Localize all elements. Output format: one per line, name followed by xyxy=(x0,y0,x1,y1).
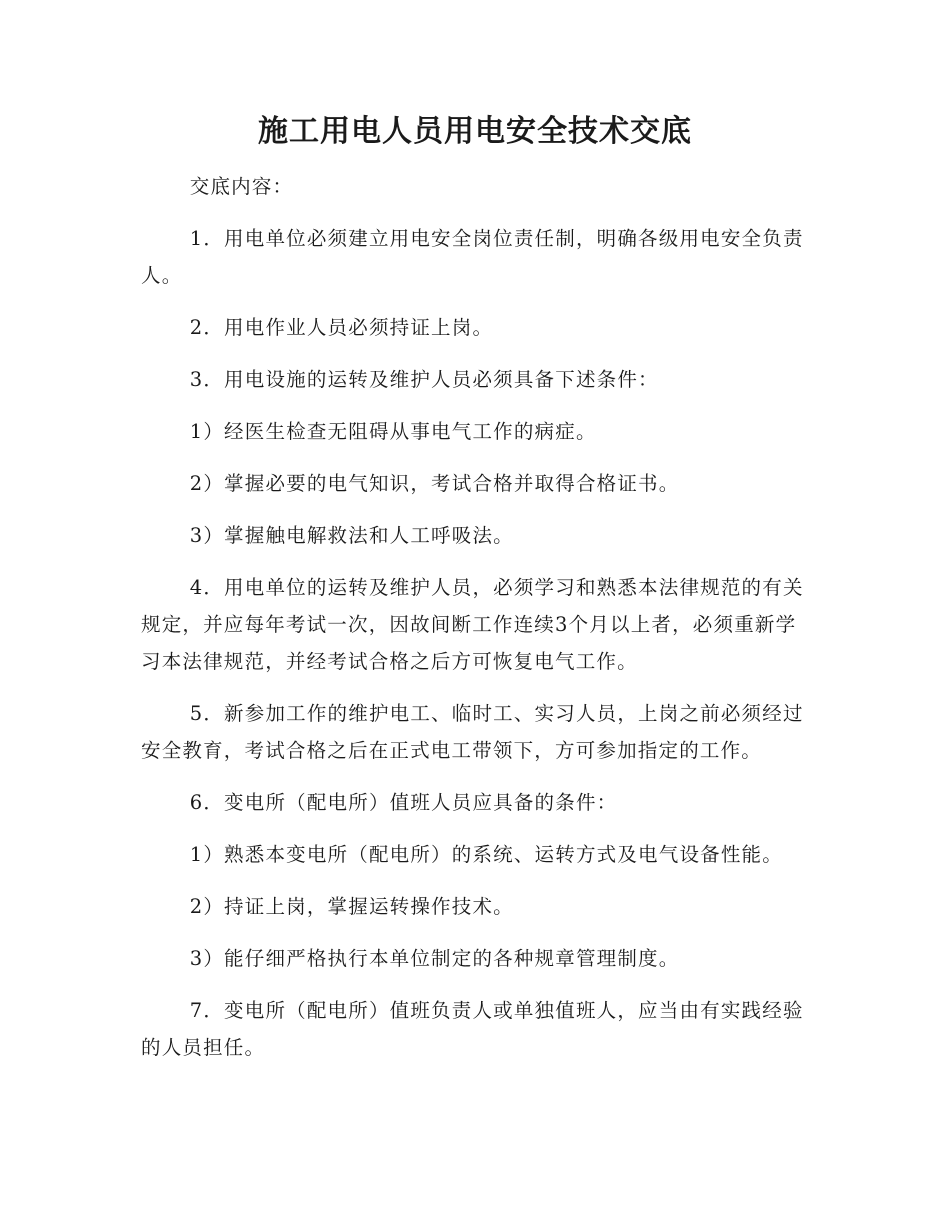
paragraph-item-3: 3．用电设施的运转及维护人员必须具备下述条件： xyxy=(189,368,659,391)
paragraph-item-6-1: 1）熟悉本变电所（配电所）的系统、运转方式及电气设备性能。 xyxy=(189,843,783,866)
paragraph-intro: 交底内容： xyxy=(189,175,294,198)
paragraph-item-6: 6．变电所（配电所）值班人员应具备的条件： xyxy=(189,791,618,814)
paragraph-item-3-1: 1）经医生检查无阻碍从事电气工作的病症。 xyxy=(189,420,597,443)
paragraph-item-6-3: 3）能仔细严格执行本单位制定的各种规章管理制度。 xyxy=(189,947,680,970)
document-body xyxy=(141,168,805,1081)
document-title: 施工用电人员用电安全技术交底 xyxy=(258,114,692,149)
paragraph-item-4: 4．用电单位的运转及维护人员，必须学习和熟悉本法律规范的有关规定，并应每年考试一次，因故间断工作连续3个月以上者，必须重新学习本法律规范，并经考试合格之后方可恢复电气工作。 xyxy=(141,576,804,673)
paragraph-item-6-2: 2）持证上岗，掌握运转操作技术。 xyxy=(189,895,514,918)
paragraph-item-7: 7．变电所（配电所）值班负责人或单独值班人，应当由有实践经验的人员担任。 xyxy=(141,999,804,1059)
paragraph-item-1: 1．用电单位必须建立用电安全岗位责任制，明确各级用电安全负责人。 xyxy=(141,227,804,287)
paragraph-item-3-3: 3）掌握触电解救法和人工呼吸法。 xyxy=(189,524,514,547)
paragraph-item-3-2: 2）掌握必要的电气知识，考试合格并取得合格证书。 xyxy=(189,472,680,495)
paragraph-item-5: 5．新参加工作的维护电工、临时工、实习人员，上岗之前必须经过安全教育，考试合格之后在正式电工带领下，方可参加指定的工作。 xyxy=(141,702,804,762)
paragraph-item-2: 2．用电作业人员必须持证上岗。 xyxy=(189,316,494,339)
